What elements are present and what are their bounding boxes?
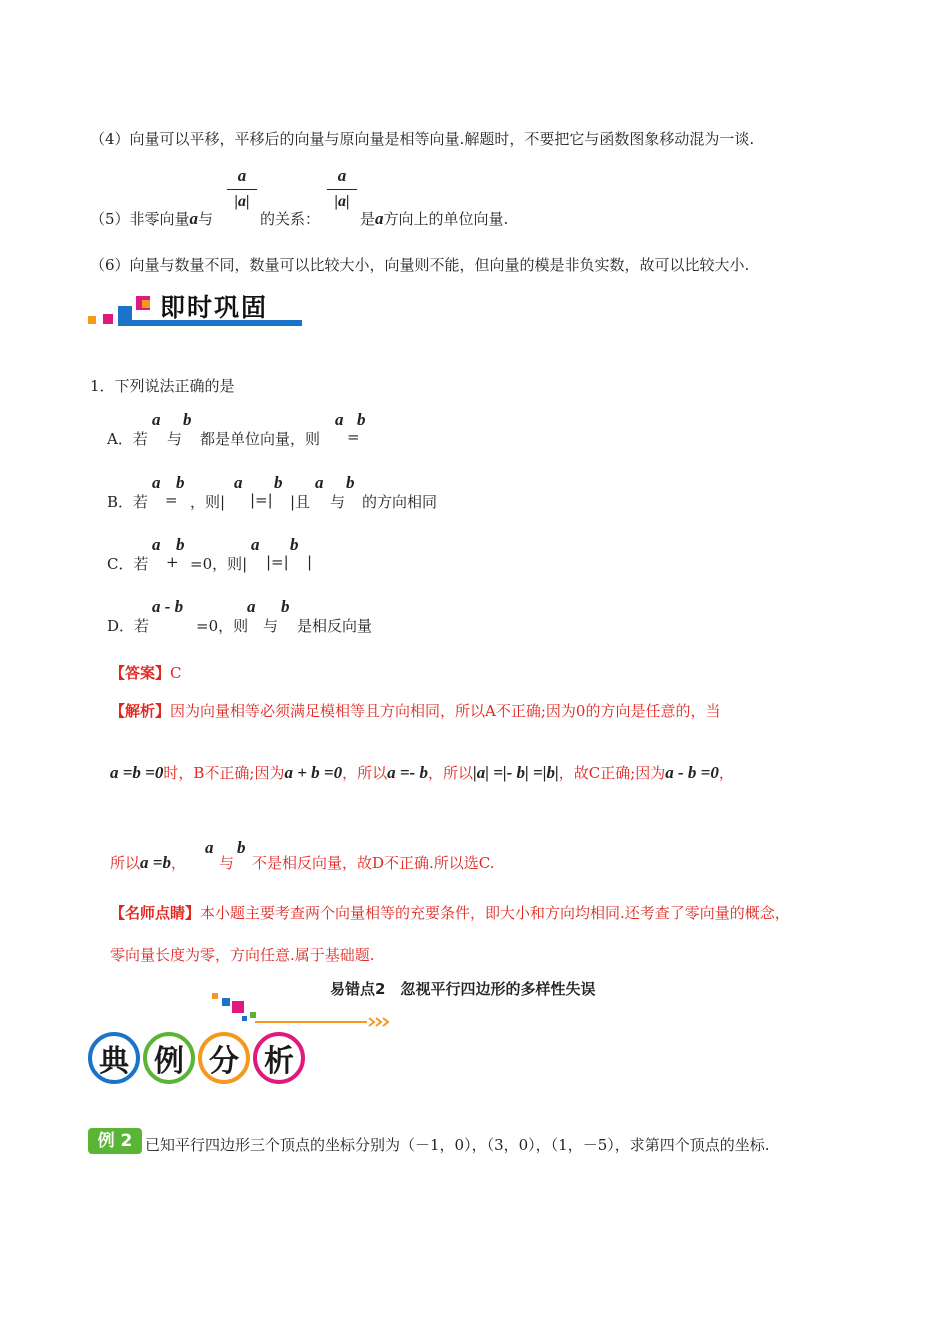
math-a-eq-b-eq-0: a =b =0 — [110, 763, 164, 782]
arrow-right-icon — [255, 1015, 400, 1029]
vec-a: a — [247, 597, 256, 616]
note-5-relation: 的关系： — [260, 210, 321, 228]
vec-b: b — [357, 410, 366, 429]
note-4: （4）向量可以平移，平移后的向量与原向量是相等向量.解题时，不要把它与函数图象移动混为一谈. — [90, 130, 755, 148]
note-5-conclusion: 是a方向上的单位向量. — [360, 209, 509, 228]
circle-char-li: 例 — [143, 1032, 195, 1084]
decor-square-pink — [103, 314, 113, 324]
option-b-text: |且 — [290, 493, 311, 511]
decor-square-blue — [118, 306, 132, 320]
math-modulus-equal: |a| =|- b| =|b| — [472, 763, 559, 782]
option-c-text: =0，则| — [190, 555, 248, 573]
circle-char-fen: 分 — [198, 1032, 250, 1084]
option-a-label: A．若 — [107, 430, 148, 448]
vec-a: a — [335, 410, 344, 429]
math-a-minus-b: a - b =0 — [665, 763, 719, 782]
banner-title: 即时巩固 — [160, 293, 269, 322]
vec-a: a — [152, 410, 161, 429]
vec-a: a — [152, 535, 161, 554]
answer: 【答案】C — [110, 664, 182, 682]
vec-a: a — [152, 473, 161, 492]
analysis-text: 与 — [219, 854, 235, 872]
option-b-text: 与 — [330, 493, 346, 511]
option-a-text: 与 — [167, 430, 183, 448]
vec-a: a — [205, 838, 214, 857]
analysis-line-2: a =b =0时，B不正确;因为a + b =0，所以a =- b，所以|a| =|- b| =|b|，故C正确;因为a - b =0， — [110, 763, 734, 782]
vec-a: a — [251, 535, 260, 554]
note-5: （5）非零向量a与 — [90, 209, 214, 228]
option-d-text: =0，则 — [196, 617, 249, 635]
math-a-eq-neg-b: a =- b — [387, 763, 428, 782]
circle-char-xi: 析 — [253, 1032, 305, 1084]
note-6: （6）向量与数量不同，数量可以比较大小，向量则不能，但向量的模是非负实数，故可以比较大小. — [90, 256, 750, 274]
vec-b: b — [176, 473, 185, 492]
analysis-line-1: 【解析】因为向量相等必须满足模相等且方向相同，所以A不正确;因为0的方向是任意的，当 — [110, 702, 721, 720]
circle-char-dian: 典 — [88, 1032, 140, 1084]
option-b-text: ，则| — [190, 493, 226, 511]
vec-b: b — [274, 473, 283, 492]
option-c-label: C．若 — [107, 555, 149, 573]
decor-square — [232, 1001, 244, 1013]
math-a-eq-b: a =b — [140, 853, 171, 872]
teacher-note-line-1: 【名师点睛】本小题主要考查两个向量相等的充要条件，即大小和方向均相同.还考查了零向量的概念， — [110, 904, 790, 922]
decor-square — [222, 998, 230, 1006]
section-heading: 易错点2 忽视平行四边形的多样性失误 — [330, 980, 596, 998]
option-d-text: 是相反向量 — [297, 617, 373, 635]
decor-square-orange — [88, 316, 96, 324]
option-b-text: |=| — [250, 491, 273, 509]
vec-a: a — [315, 473, 324, 492]
vec-b: b — [290, 535, 299, 554]
vec-b: b — [183, 410, 192, 429]
option-a-text: 都是单位向量，则 — [200, 430, 321, 448]
decor-square — [212, 993, 218, 999]
vec-b: b — [346, 473, 355, 492]
option-d-label: D．若 — [107, 617, 150, 635]
math-a-plus-b: a + b =0 — [284, 763, 343, 782]
decor-square-orange-2 — [142, 300, 150, 308]
option-b-label: B．若 — [107, 493, 149, 511]
option-d-text: 与 — [263, 617, 279, 635]
example-text: 已知平行四边形三个顶点的坐标分别为（－1，0），（3，0），（1，－5），求第四个顶点的坐标. — [145, 1136, 770, 1154]
fraction-unit-vector-2: a |a| — [327, 165, 357, 212]
decor-square — [242, 1016, 247, 1021]
option-a-eq: = — [347, 428, 360, 446]
vec-b: b — [281, 597, 290, 616]
option-b-text: 的方向相同 — [362, 493, 438, 511]
vec-b: b — [237, 838, 246, 857]
option-c-plus: + — [166, 553, 179, 571]
option-c-text: |=| — [266, 553, 289, 571]
vec-b: b — [176, 535, 185, 554]
example-tag: 例 2 — [88, 1128, 142, 1154]
option-b-eq: = — [165, 491, 178, 509]
analysis-text: 不是相反向量，故D不正确.所以选C. — [252, 854, 495, 872]
option-c-text: | — [307, 553, 313, 571]
fraction-unit-vector-1: a |a| — [227, 165, 257, 212]
expr-a-minus-b: a - b — [152, 597, 184, 616]
question-stem: 1．下列说法正确的是 — [90, 377, 235, 395]
vec-a: a — [234, 473, 243, 492]
teacher-note-line-2: 零向量长度为零，方向任意.属于基础题. — [110, 946, 375, 964]
